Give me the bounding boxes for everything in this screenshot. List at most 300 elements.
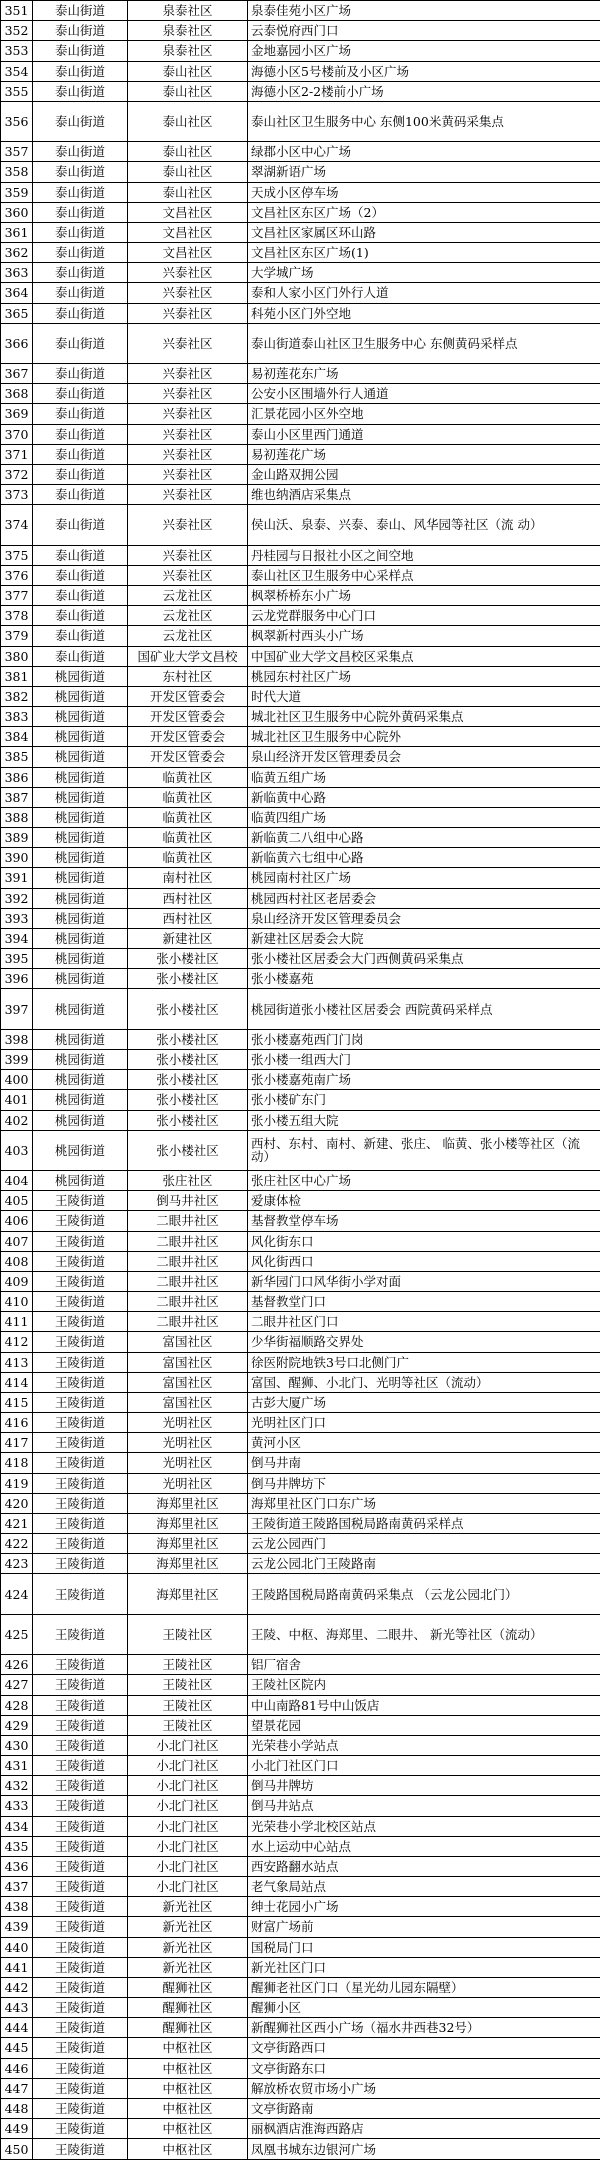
table-row (1, 686, 600, 706)
street-cell: 桃园街道 (33, 868, 128, 888)
street-cell: 王陵街道 (33, 1998, 128, 2018)
location-cell: 中山南路81号中山饭店 (248, 1695, 600, 1715)
row-number: 373 (1, 485, 33, 505)
location-cell: 光荣巷小学北校区站点 (248, 1816, 600, 1836)
location-cell: 小北门社区门口 (248, 1756, 600, 1776)
community-cell: 王陵社区 (128, 1695, 248, 1715)
location-cell: 基督教堂门口 (248, 1292, 600, 1312)
table-row (1, 1776, 600, 1796)
community-cell: 海郑里社区 (128, 1513, 248, 1533)
row-number: 352 (1, 21, 33, 41)
row-number: 376 (1, 565, 33, 585)
location-cell: 文昌社区东区广场(1) (248, 243, 600, 263)
location-cell: 枫翠桥桥东小广场 (248, 586, 600, 606)
table-row (1, 464, 600, 484)
community-cell: 小北门社区 (128, 1776, 248, 1796)
location-cell: 云泰悦府西门口 (248, 21, 600, 41)
street-cell: 桃园街道 (33, 686, 128, 706)
table-row (1, 969, 600, 989)
location-cell: 倒马井牌坊下 (248, 1473, 600, 1493)
row-number: 433 (1, 1796, 33, 1816)
table-row (1, 21, 600, 41)
location-cell: 城北社区卫生服务中心院外黄码采集点 (248, 707, 600, 727)
street-cell: 王陵街道 (33, 2038, 128, 2058)
street-cell: 王陵街道 (33, 1473, 128, 1493)
row-number: 400 (1, 1070, 33, 1090)
street-cell: 王陵街道 (33, 1211, 128, 1231)
community-cell: 富国社区 (128, 1352, 248, 1372)
community-cell: 兴泰社区 (128, 404, 248, 424)
location-cell: 张小楼五组大院 (248, 1110, 600, 1130)
community-cell: 张庄社区 (128, 1171, 248, 1191)
row-number: 410 (1, 1292, 33, 1312)
table-row (1, 1796, 600, 1816)
community-cell: 临黄社区 (128, 828, 248, 848)
row-number: 422 (1, 1534, 33, 1554)
row-number: 423 (1, 1554, 33, 1574)
street-cell: 泰山街道 (33, 444, 128, 464)
street-cell: 泰山街道 (33, 646, 128, 666)
street-cell: 王陵街道 (33, 1554, 128, 1574)
row-number: 439 (1, 1917, 33, 1937)
community-cell: 海郑里社区 (128, 1554, 248, 1574)
street-cell: 泰山街道 (33, 424, 128, 444)
location-cell: 风化街西口 (248, 1251, 600, 1271)
row-number: 444 (1, 2018, 33, 2038)
row-number: 446 (1, 2058, 33, 2078)
table-row (1, 908, 600, 928)
community-cell: 开发区管委会 (128, 727, 248, 747)
street-cell: 泰山街道 (33, 364, 128, 384)
table-row (1, 1977, 600, 1997)
community-cell: 倒马井社区 (128, 1191, 248, 1211)
table-row (1, 1917, 600, 1937)
street-cell: 王陵街道 (33, 1977, 128, 1997)
table-row (1, 1251, 600, 1271)
community-cell: 兴泰社区 (128, 565, 248, 585)
community-cell: 海郑里社区 (128, 1574, 248, 1614)
row-number: 375 (1, 545, 33, 565)
street-cell: 王陵街道 (33, 1897, 128, 1917)
street-cell: 桃园街道 (33, 807, 128, 827)
location-cell: 易初莲花广场 (248, 444, 600, 464)
row-number: 362 (1, 243, 33, 263)
community-cell: 中枢社区 (128, 2119, 248, 2139)
community-cell: 泰山社区 (128, 142, 248, 162)
row-number: 429 (1, 1715, 33, 1735)
community-cell: 张小楼社区 (128, 989, 248, 1029)
location-cell: 张庄社区中心广场 (248, 1171, 600, 1191)
row-number: 365 (1, 303, 33, 323)
table-row (1, 928, 600, 948)
community-cell: 西村社区 (128, 908, 248, 928)
community-cell: 开发区管委会 (128, 686, 248, 706)
community-cell: 小北门社区 (128, 1756, 248, 1776)
community-cell: 兴泰社区 (128, 444, 248, 464)
location-cell: 新醒狮社区西小广场（福水井西巷32号） (248, 2018, 600, 2038)
row-number: 404 (1, 1171, 33, 1191)
location-cell: 绅士花园小广场 (248, 1897, 600, 1917)
street-cell: 王陵街道 (33, 1372, 128, 1392)
street-cell: 桃园街道 (33, 1029, 128, 1049)
location-cell: 泰山社区卫生服务中心采样点 (248, 565, 600, 585)
community-cell: 新光社区 (128, 1937, 248, 1957)
row-number: 363 (1, 263, 33, 283)
table-row (1, 1816, 600, 1836)
row-number: 448 (1, 2098, 33, 2118)
location-cell: 枫翠新村西头小广场 (248, 626, 600, 646)
street-cell: 王陵街道 (33, 1574, 128, 1614)
location-cell: 泰山小区里西门通道 (248, 424, 600, 444)
location-cell: 新建社区居委会大院 (248, 928, 600, 948)
street-cell: 王陵街道 (33, 1392, 128, 1412)
community-cell: 富国社区 (128, 1372, 248, 1392)
street-cell: 桃园街道 (33, 787, 128, 807)
table-row (1, 384, 600, 404)
location-cell: 王陵、中枢、海郑里、二眼井、 新光等社区（流动） (248, 1614, 600, 1654)
table-row (1, 1856, 600, 1876)
location-cell: 金地嘉园小区广场 (248, 41, 600, 61)
location-cell: 易初莲花东广场 (248, 364, 600, 384)
table-row (1, 666, 600, 686)
street-cell: 桃园街道 (33, 1110, 128, 1130)
street-cell: 王陵街道 (33, 2139, 128, 2160)
row-number: 450 (1, 2139, 33, 2160)
street-cell: 泰山街道 (33, 243, 128, 263)
street-cell: 泰山街道 (33, 61, 128, 81)
table-row (1, 101, 600, 141)
location-cell: 基督教堂停车场 (248, 1211, 600, 1231)
street-cell: 王陵街道 (33, 1352, 128, 1372)
table-row (1, 1029, 600, 1049)
row-number: 419 (1, 1473, 33, 1493)
table-row (1, 1998, 600, 2018)
street-cell: 泰山街道 (33, 182, 128, 202)
community-cell: 兴泰社区 (128, 545, 248, 565)
street-cell: 桃园街道 (33, 1050, 128, 1070)
community-cell: 兴泰社区 (128, 384, 248, 404)
row-number: 411 (1, 1312, 33, 1332)
community-cell: 西村社区 (128, 888, 248, 908)
street-cell: 桃园街道 (33, 1171, 128, 1191)
community-cell: 兴泰社区 (128, 505, 248, 545)
street-cell: 桃园街道 (33, 707, 128, 727)
row-number: 412 (1, 1332, 33, 1352)
location-cell: 新光社区门口 (248, 1957, 600, 1977)
table-row (1, 41, 600, 61)
row-number: 397 (1, 989, 33, 1029)
community-cell: 小北门社区 (128, 1735, 248, 1755)
location-cell: 西安路翻水站点 (248, 1856, 600, 1876)
location-cell: 醒狮老社区门口（星光幼儿园东隔壁） (248, 1977, 600, 1997)
street-cell: 王陵街道 (33, 1251, 128, 1271)
row-number: 369 (1, 404, 33, 424)
table-row (1, 202, 600, 222)
location-cell: 绿郡小区中心广场 (248, 142, 600, 162)
community-cell: 临黄社区 (128, 807, 248, 827)
community-cell: 兴泰社区 (128, 263, 248, 283)
table-row (1, 1332, 600, 1352)
community-cell: 海郑里社区 (128, 1493, 248, 1513)
table-row (1, 707, 600, 727)
row-number: 374 (1, 505, 33, 545)
table-row (1, 303, 600, 323)
row-number: 391 (1, 868, 33, 888)
community-cell: 泰山社区 (128, 162, 248, 182)
table-row (1, 1433, 600, 1453)
row-number: 392 (1, 888, 33, 908)
street-cell: 王陵街道 (33, 1292, 128, 1312)
row-number: 379 (1, 626, 33, 646)
table-row (1, 1937, 600, 1957)
community-cell: 云龙社区 (128, 586, 248, 606)
community-cell: 光明社区 (128, 1433, 248, 1453)
community-cell: 张小楼社区 (128, 1029, 248, 1049)
community-cell: 东村社区 (128, 666, 248, 686)
row-number: 434 (1, 1816, 33, 1836)
street-cell: 桃园街道 (33, 828, 128, 848)
street-cell: 王陵街道 (33, 1917, 128, 1937)
location-cell: 文亭街路东口 (248, 2058, 600, 2078)
location-cell: 文昌社区东区广场（2） (248, 202, 600, 222)
table-row (1, 1453, 600, 1473)
community-cell: 张小楼社区 (128, 1090, 248, 1110)
street-cell: 泰山街道 (33, 1, 128, 21)
community-cell: 张小楼社区 (128, 1130, 248, 1170)
street-cell: 王陵街道 (33, 1816, 128, 1836)
community-cell: 泰山社区 (128, 81, 248, 101)
location-cell: 金山路双拥公园 (248, 464, 600, 484)
table-row (1, 1614, 600, 1654)
table-row (1, 727, 600, 747)
table-row (1, 868, 600, 888)
location-cell: 爱康体检 (248, 1191, 600, 1211)
table-row (1, 61, 600, 81)
street-cell: 泰山街道 (33, 303, 128, 323)
street-cell: 王陵街道 (33, 1191, 128, 1211)
row-number: 387 (1, 787, 33, 807)
location-cell: 文昌社区家属区环山路 (248, 222, 600, 242)
row-number: 409 (1, 1271, 33, 1291)
row-number: 390 (1, 848, 33, 868)
street-cell: 桃园街道 (33, 727, 128, 747)
location-cell: 望景花园 (248, 1715, 600, 1735)
row-number: 408 (1, 1251, 33, 1271)
community-cell: 中枢社区 (128, 2078, 248, 2098)
community-cell: 文昌社区 (128, 243, 248, 263)
row-number: 382 (1, 686, 33, 706)
street-cell: 王陵街道 (33, 1877, 128, 1897)
street-cell: 桃园街道 (33, 666, 128, 686)
table-row (1, 646, 600, 666)
street-cell: 泰山街道 (33, 162, 128, 182)
location-cell: 科苑小区门外空地 (248, 303, 600, 323)
table-row (1, 1352, 600, 1372)
street-cell: 王陵街道 (33, 1453, 128, 1473)
table-row (1, 1050, 600, 1070)
location-cell: 光荣巷小学站点 (248, 1735, 600, 1755)
street-cell: 桃园街道 (33, 848, 128, 868)
row-number: 432 (1, 1776, 33, 1796)
location-cell: 解放桥农贸市场小广场 (248, 2078, 600, 2098)
community-cell: 光明社区 (128, 1413, 248, 1433)
location-cell: 黄河小区 (248, 1433, 600, 1453)
location-cell: 风化街东口 (248, 1231, 600, 1251)
community-cell: 中枢社区 (128, 2098, 248, 2118)
community-cell: 张小楼社区 (128, 1050, 248, 1070)
row-number: 361 (1, 222, 33, 242)
table-row (1, 1271, 600, 1291)
location-cell: 公安小区围墙外行人通道 (248, 384, 600, 404)
row-number: 449 (1, 2119, 33, 2139)
row-number: 426 (1, 1655, 33, 1675)
community-cell: 兴泰社区 (128, 364, 248, 384)
location-cell: 泉山经济开发区管理委员会 (248, 908, 600, 928)
row-number: 424 (1, 1574, 33, 1614)
street-cell: 桃园街道 (33, 928, 128, 948)
table-row (1, 767, 600, 787)
location-cell: 临黄五组广场 (248, 767, 600, 787)
location-cell: 天成小区停车场 (248, 182, 600, 202)
location-cell: 张小楼矿东门 (248, 1090, 600, 1110)
table-row (1, 1554, 600, 1574)
street-cell: 桃园街道 (33, 747, 128, 767)
street-cell: 泰山街道 (33, 142, 128, 162)
location-cell: 新临黄中心路 (248, 787, 600, 807)
row-number: 372 (1, 464, 33, 484)
street-cell: 泰山街道 (33, 263, 128, 283)
location-cell: 财富广场前 (248, 1917, 600, 1937)
location-cell: 倒马井牌坊 (248, 1776, 600, 1796)
row-number: 383 (1, 707, 33, 727)
community-cell: 小北门社区 (128, 1856, 248, 1876)
location-cell: 泉山经济开发区管理委员会 (248, 747, 600, 767)
street-cell: 王陵街道 (33, 1655, 128, 1675)
table-row (1, 1493, 600, 1513)
street-cell: 王陵街道 (33, 1675, 128, 1695)
community-cell: 文昌社区 (128, 202, 248, 222)
table-row (1, 263, 600, 283)
row-number: 366 (1, 323, 33, 363)
row-number: 406 (1, 1211, 33, 1231)
street-cell: 桃园街道 (33, 1130, 128, 1170)
row-number: 395 (1, 949, 33, 969)
street-cell: 王陵街道 (33, 1433, 128, 1453)
community-cell: 临黄社区 (128, 848, 248, 868)
table-row (1, 848, 600, 868)
table-row (1, 1655, 600, 1675)
community-cell: 王陵社区 (128, 1715, 248, 1735)
location-cell: 张小楼社区居委会大门西侧黄码采集点 (248, 949, 600, 969)
location-cell: 海郑里社区门口东广场 (248, 1493, 600, 1513)
location-cell: 海德小区2-2楼前小广场 (248, 81, 600, 101)
table-row (1, 2038, 600, 2058)
community-cell: 云龙社区 (128, 626, 248, 646)
community-cell: 兴泰社区 (128, 303, 248, 323)
street-cell: 王陵街道 (33, 1937, 128, 1957)
location-cell: 泰山社区卫生服务中心 东侧100米黄码采集点 (248, 101, 600, 141)
location-cell: 云龙公园北门王陵路南 (248, 1554, 600, 1574)
street-cell: 泰山街道 (33, 404, 128, 424)
row-number: 445 (1, 2038, 33, 2058)
row-number: 364 (1, 283, 33, 303)
community-cell: 中枢社区 (128, 2058, 248, 2078)
row-number: 381 (1, 666, 33, 686)
street-cell: 泰山街道 (33, 323, 128, 363)
table-row (1, 1070, 600, 1090)
street-cell: 王陵街道 (33, 1231, 128, 1251)
table-row (1, 1090, 600, 1110)
community-cell: 富国社区 (128, 1392, 248, 1412)
table-row (1, 2139, 600, 2160)
community-cell: 海郑里社区 (128, 1534, 248, 1554)
community-cell: 泰山社区 (128, 101, 248, 141)
table-row (1, 485, 600, 505)
street-cell: 王陵街道 (33, 2119, 128, 2139)
street-cell: 泰山街道 (33, 505, 128, 545)
table-row (1, 404, 600, 424)
row-number: 416 (1, 1413, 33, 1433)
table-row (1, 1, 600, 21)
community-cell: 兴泰社区 (128, 464, 248, 484)
table-row (1, 1191, 600, 1211)
table-row (1, 1534, 600, 1554)
location-cell: 桃园东村社区广场 (248, 666, 600, 686)
table-row (1, 1695, 600, 1715)
community-cell: 文昌社区 (128, 222, 248, 242)
table-row (1, 1513, 600, 1533)
street-cell: 泰山街道 (33, 464, 128, 484)
street-cell: 王陵街道 (33, 1695, 128, 1715)
row-number: 437 (1, 1877, 33, 1897)
location-cell: 云龙党群服务中心门口 (248, 606, 600, 626)
location-cell: 维也纳酒店采集点 (248, 485, 600, 505)
table-row (1, 828, 600, 848)
table-row (1, 364, 600, 384)
location-cell: 水上运动中心站点 (248, 1836, 600, 1856)
row-number: 358 (1, 162, 33, 182)
row-number: 428 (1, 1695, 33, 1715)
row-number: 418 (1, 1453, 33, 1473)
street-cell: 桃园街道 (33, 888, 128, 908)
community-cell: 泉泰社区 (128, 41, 248, 61)
community-cell: 小北门社区 (128, 1796, 248, 1816)
location-cell: 泉泰佳苑小区广场 (248, 1, 600, 21)
community-cell: 泰山社区 (128, 182, 248, 202)
street-cell: 桃园街道 (33, 1070, 128, 1090)
location-cell: 泰山街道泰山社区卫生服务中心 东侧黄码采样点 (248, 323, 600, 363)
location-cell: 新临黄六七组中心路 (248, 848, 600, 868)
street-cell: 王陵街道 (33, 2098, 128, 2118)
row-number: 357 (1, 142, 33, 162)
table-row (1, 807, 600, 827)
community-cell: 开发区管委会 (128, 747, 248, 767)
row-number: 403 (1, 1130, 33, 1170)
table-row (1, 81, 600, 101)
location-cell: 丽枫酒店淮海西路店 (248, 2119, 600, 2139)
street-cell: 王陵街道 (33, 1513, 128, 1533)
community-cell: 南村社区 (128, 868, 248, 888)
table-row (1, 586, 600, 606)
row-number: 367 (1, 364, 33, 384)
table-row (1, 283, 600, 303)
row-number: 396 (1, 969, 33, 989)
street-cell: 王陵街道 (33, 1534, 128, 1554)
table-row (1, 1130, 600, 1170)
table-row (1, 142, 600, 162)
table-row (1, 1473, 600, 1493)
street-cell: 王陵街道 (33, 2058, 128, 2078)
